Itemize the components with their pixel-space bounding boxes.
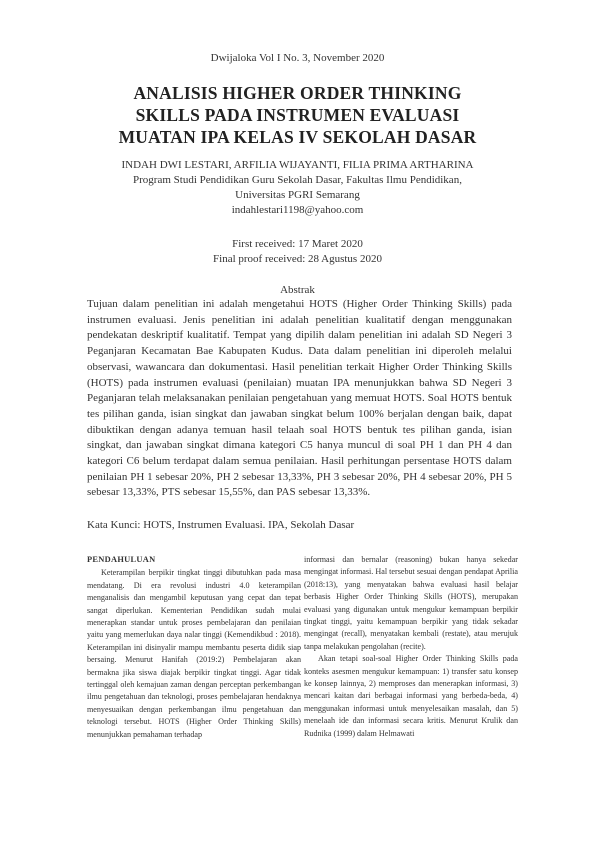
first-received: First received: 17 Maret 2020 [232,238,363,250]
affiliation-line: Universitas PGRI Semarang [235,189,360,201]
title-line: MUATAN IPA KELAS IV SEKOLAH DASAR [118,127,477,147]
title-line: SKILLS PADA INSTRUMEN EVALUASI [135,105,460,125]
received-dates [0,237,595,267]
body-column-right [304,554,518,740]
body-paragraph: Akan tetapi soal-soal Higher Order Thinking Skills pada konteks asesmen mengukur kemampuan: 1) transfer satu konsep ke konsep lainnya, 2) memproses dan menerapkan informasi, 3) mencari kaitan dari berbagai informasi yang berbeda-beda, 4) menggunakan informasi untuk menyelesaikan masalah, dan 5) menelaah ide dan informasi secara kritis. Menurut Krulik dan Rudnika (1999) dalam Helmawati [304,654,518,738]
section-heading: PENDAHULUAN [87,555,156,564]
abstract-heading: Abstrak [280,284,315,296]
author-names: INDAH DWI LESTARI, ARFILIA WIJAYANTI, FILIA PRIMA ARTHARINA [121,159,474,171]
abstract-text: Tujuan dalam penelitian ini adalah mengetahui HOTS (Higher Order Thinking Skills) pada instrumen evaluasi. Jenis penelitian ini adalah penelitian kualitatif dengan menggunakan pendekatan deskriptif kualitatif. Tempat yang dipilih dalam penelitian ini adalah SD Negeri 3 Peganjaran Kecamatan Bae Kabupaten Kudus. Data dalam penelitian ini diperoleh melalui observasi, wawancara dan dokumentasi. Hasil penelitian terkait Higher Order Thinking Skills (HOTS) pada instrumen evaluasi (penilaian) muatan IPA menunjukkan bahwa SD Negeri 3 Peganjaran telah melaksanakan penilaian pengetahuan yang memuat HOTS. Soal HOTS bentuk tes pilihan ganda, isian singkat dan jawaban singkat belum 100% berjalan dengan baik, dapat dibuktikan dengan adanya temuan hasil telaah soal HOTS bentuk tes pilihan ganda, isian singkat, dan jawaban singkat dimana kategori C5 hanya muncul di soal PH 1 dan PH 4 dan kategori C6 belum terdapat dalam semua penilaian. Hasil perhitungan persentase HOTS dalam penilaian PH 1 sebesar 20%, PH 2 sebesar 13,33%, PH 3 sebesar 20%, PH 4 sebesar 20%, PH 5 sebesar 13,33%, PTS sebesar 15,55%, dan PAS sebesar 13,33%. [87,298,512,499]
affiliation-line: Program Studi Pendidikan Guru Sekolah Dasar, Fakultas Ilmu Pendidikan, [133,174,462,186]
body-column-left [87,554,301,741]
body-paragraph: Keterampilan berpikir tingkat tinggi dibutuhkan pada masa mendatang. Di era revolusi industri 4.0 keterampilan menganalisis dan mengambil keputusan yang cepat dan tepat sangat diperlukan. Kementerian Pendidikan sudah mulai menerapkan standar untuk proses pembelajaran dan penilaian yaitu yang memerlukan daya nalar tinggi (Kemendikbud : 2018). Keterampilan ini disinyalir mampu membantu peserta didik siap bersaing. Menurut Hanifah (2019:2) Pembelajaran akan bermakna jika siswa diajak berpikir tingkat tinggi. Agar tidak tertinggal oleh kemajuan zaman dengan perceptan perkembangan ilmu pengetahuan dan teknologi, proses pembelajaran hendaknya menyesuaikan dengan perkembangan ilmu pengetahuan dan teknologi tersebut. HOTS (Higher Order Thinking Skills) menunjukkan pemahaman terhadap [87,568,301,739]
author-email: indahlestari1198@yahoo.com [231,204,364,216]
final-proof-received: Final proof received: 28 Agustus 2020 [213,253,382,265]
title-line: ANALISIS HIGHER ORDER THINKING [133,83,462,103]
keywords: Kata Kunci: HOTS, Instrumen Evaluasi. IPA, Sekolah Dasar [87,519,355,531]
author-block [40,158,555,218]
running-head: Dwijaloka Vol I No. 3, November 2020 [210,52,385,64]
body-paragraph: informasi dan bernalar (reasoning) bukan hanya sekedar mengingat informasi. Hal tersebut sesuai dengan pendapat Aprilia (2018:13), yang menyatakan bahwa evaluasi hasil belajar berbasis Higher Order Thinking Skills (HOTS), merupakan evaluasi yang digunakan untuk mengukur kemampuan berpikir tingkat tinggi, yaitu kemampuan berpikir yang tidak sekadar mengingat (recall), menyatakan kembali (restate), atau merujuk tanpa melakukan pengolahan (recite). [304,555,518,651]
article-title [60,82,535,148]
